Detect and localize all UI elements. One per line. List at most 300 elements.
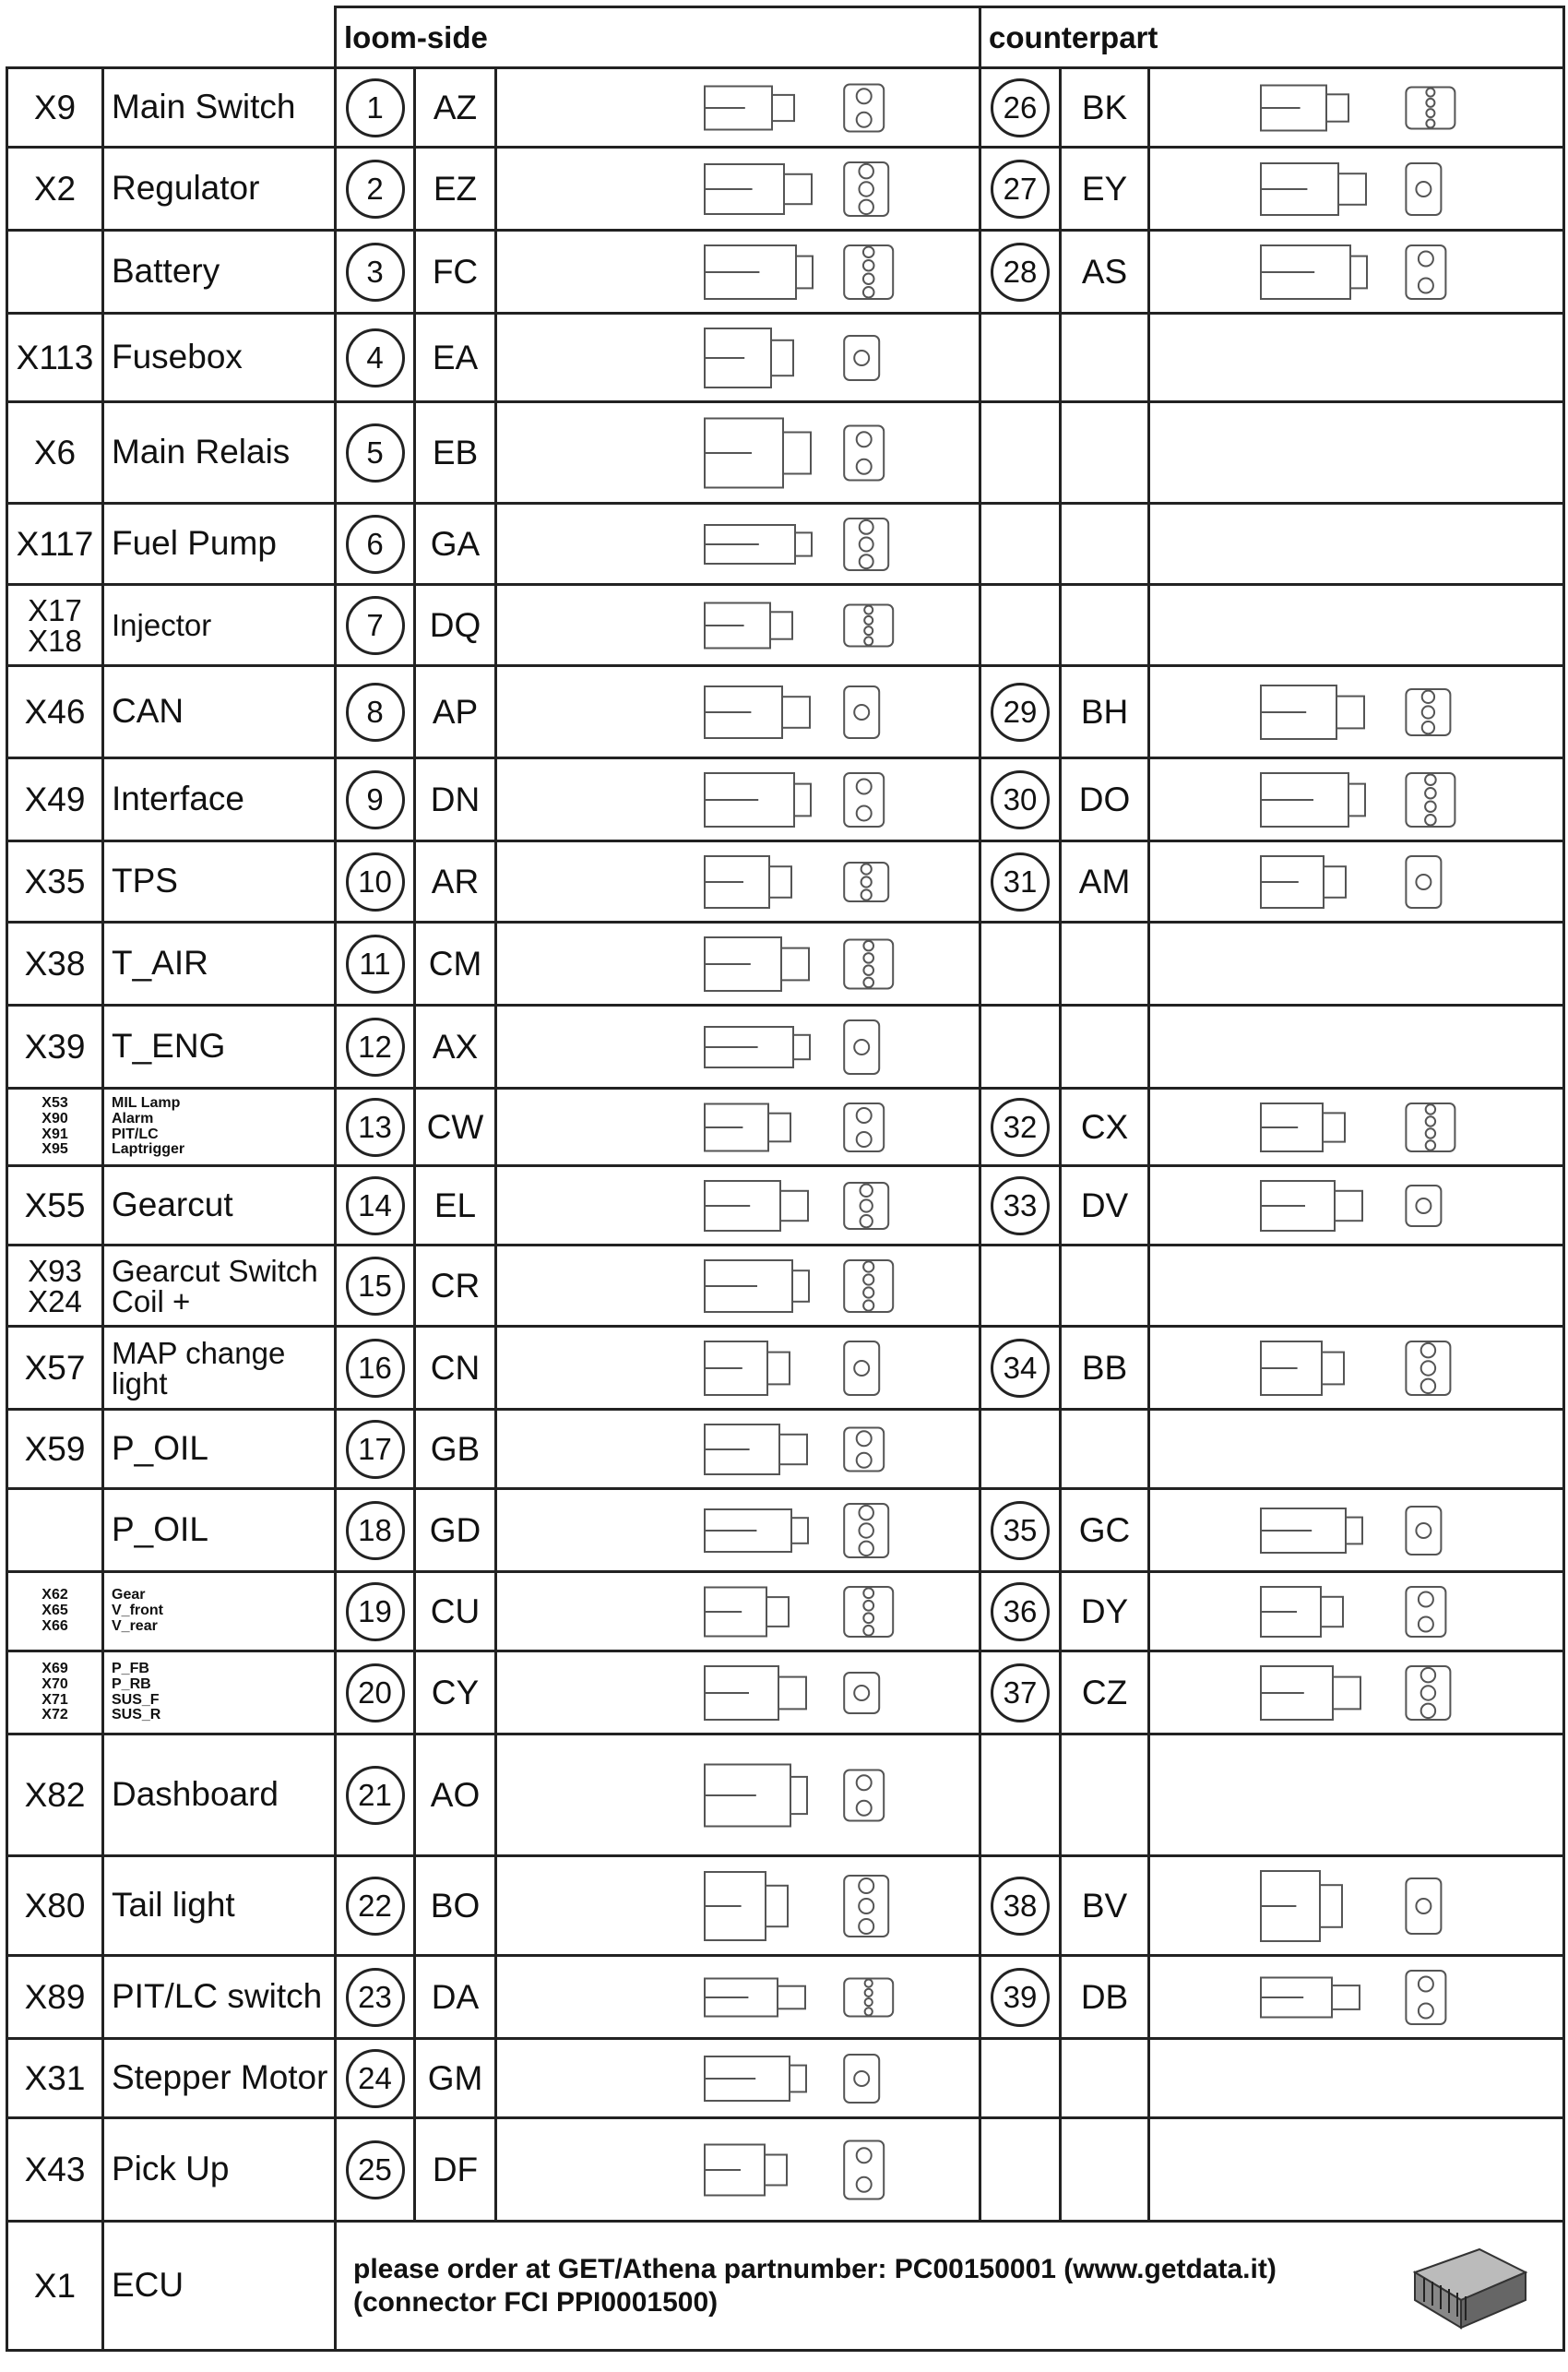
counterpart-connector-drawing	[1149, 841, 1564, 923]
harness-code: X57	[24, 1348, 86, 1387]
component-name: Gear	[112, 1587, 146, 1603]
harness-code: X18	[28, 623, 82, 658]
counterpart-connector-drawing	[1149, 1006, 1564, 1089]
loom-part-code: CM	[415, 923, 496, 1006]
loom-part-code: AO	[415, 1734, 496, 1856]
harness-code: X113	[16, 338, 94, 376]
loom-part-code: EA	[415, 314, 496, 402]
counterpart-part-code	[1061, 504, 1149, 585]
counterpart-number-cell	[980, 2039, 1061, 2118]
loom-connector-drawing	[496, 666, 980, 758]
counterpart-connector-drawing	[1149, 1734, 1564, 1856]
component-name-cell	[103, 1410, 336, 1489]
loom-connector-drawing	[496, 1410, 980, 1489]
component-name: Fusebox	[112, 338, 243, 376]
harness-code-cell	[7, 1246, 103, 1327]
counterpart-number-cell	[980, 585, 1061, 666]
connector-row	[7, 1006, 1564, 1089]
loom-connector-drawing	[496, 1327, 980, 1410]
loom-number: 12	[346, 1018, 405, 1077]
loom-number-cell	[336, 68, 415, 148]
counterpart-connector-drawing	[1149, 1166, 1564, 1246]
counterpart-part-code	[1061, 1734, 1149, 1856]
counterpart-number-cell	[980, 1327, 1061, 1410]
harness-code: X46	[24, 692, 86, 731]
component-name: Regulator	[112, 169, 260, 208]
loom-part-code: CR	[415, 1246, 496, 1327]
loom-number-cell	[336, 148, 415, 231]
component-name: T_ENG	[112, 1027, 226, 1066]
counterpart-connector-drawing	[1149, 1856, 1564, 1956]
counterpart-connector-drawing	[1149, 1956, 1564, 2039]
component-name: Tail light	[112, 1886, 235, 1925]
loom-number-cell	[336, 2039, 415, 2118]
loom-number: 22	[346, 1877, 405, 1936]
loom-connector-drawing	[496, 231, 980, 314]
loom-number: 20	[346, 1663, 405, 1722]
harness-code: X55	[24, 1186, 86, 1224]
harness-code-cell	[7, 1166, 103, 1246]
loom-part-code: EZ	[415, 148, 496, 231]
loom-number-cell	[336, 1089, 415, 1166]
counterpart-part-code	[1061, 585, 1149, 666]
counterpart-number: 32	[991, 1098, 1050, 1157]
harness-code-cell	[7, 1572, 103, 1651]
component-name: P_FB	[112, 1660, 149, 1676]
counterpart-number: 28	[991, 243, 1050, 302]
component-name: Injector	[112, 608, 212, 642]
counterpart-number-cell	[980, 68, 1061, 148]
counterpart-number: 29	[991, 683, 1050, 742]
counterpart-connector-drawing	[1149, 758, 1564, 841]
counterpart-number: 34	[991, 1339, 1050, 1398]
harness-code: X2	[33, 169, 77, 208]
counterpart-number-cell	[980, 1489, 1061, 1572]
component-name: PIT/LC	[112, 1126, 159, 1142]
loom-number: 4	[346, 328, 405, 387]
counterpart-number: 39	[991, 1968, 1050, 2027]
harness-code: X117	[16, 524, 94, 563]
counterpart-part-code	[1061, 1246, 1149, 1327]
counterpart-part-code: DO	[1061, 758, 1149, 841]
harness-code: X53	[42, 1094, 68, 1111]
connector-row	[7, 2118, 1564, 2222]
loom-part-code: DN	[415, 758, 496, 841]
counterpart-number: 37	[991, 1663, 1050, 1722]
counterpart-number-cell	[980, 1006, 1061, 1089]
counterpart-connector-drawing	[1149, 314, 1564, 402]
counterpart-connector-drawing	[1149, 1572, 1564, 1651]
loom-number: 16	[346, 1339, 405, 1398]
counterpart-number-cell	[980, 1410, 1061, 1489]
harness-code: X89	[24, 1977, 86, 2016]
component-name: CAN	[112, 692, 184, 731]
loom-connector-drawing	[496, 1651, 980, 1734]
connector-row	[7, 1651, 1564, 1734]
loom-connector-drawing	[496, 1246, 980, 1327]
component-name-cell	[103, 666, 336, 758]
component-name-cell	[103, 1856, 336, 1956]
counterpart-connector-drawing	[1149, 666, 1564, 758]
connector-row	[7, 758, 1564, 841]
component-name: Gearcut Switch	[112, 1253, 318, 1288]
ecu-code: X1	[7, 2222, 103, 2351]
ecu-order-note-cell	[336, 2222, 1564, 2351]
loom-number-cell	[336, 1856, 415, 1956]
harness-code-cell	[7, 1956, 103, 2039]
loom-connector-drawing	[496, 1734, 980, 1856]
loom-number: 15	[346, 1257, 405, 1316]
loom-part-code: AP	[415, 666, 496, 758]
harness-code: X71	[42, 1691, 68, 1708]
counterpart-part-code: AM	[1061, 841, 1149, 923]
harness-code-cell	[7, 841, 103, 923]
harness-code: X43	[24, 2150, 86, 2188]
loom-part-code: GA	[415, 504, 496, 585]
loom-connector-drawing	[496, 1856, 980, 1956]
harness-code-cell	[7, 1327, 103, 1410]
connector-row	[7, 402, 1564, 504]
connector-row	[7, 148, 1564, 231]
connector-row	[7, 666, 1564, 758]
component-name-cell	[103, 68, 336, 148]
loom-number-cell	[336, 1327, 415, 1410]
connector-row	[7, 231, 1564, 314]
counterpart-part-code: BB	[1061, 1327, 1149, 1410]
harness-code-cell	[7, 1410, 103, 1489]
ecu-order-note: please order at GET/Athena partnumber: PC00150001 (www.getdata.it)	[353, 2253, 1277, 2284]
counterpart-connector-drawing	[1149, 923, 1564, 1006]
loom-number-cell	[336, 1734, 415, 1856]
counterpart-connector-drawing	[1149, 1246, 1564, 1327]
harness-code-cell	[7, 923, 103, 1006]
counterpart-number-cell	[980, 1651, 1061, 1734]
loom-part-code: EL	[415, 1166, 496, 1246]
harness-code: X38	[24, 944, 86, 983]
loom-number-cell	[336, 504, 415, 585]
component-name-cell	[103, 1006, 336, 1089]
component-name: Main Switch	[112, 88, 296, 126]
counterpart-number: 26	[991, 78, 1050, 137]
component-name-cell	[103, 841, 336, 923]
component-name: Stepper Motor	[112, 2058, 328, 2097]
counterpart-number: 27	[991, 160, 1050, 219]
loom-part-code: CW	[415, 1089, 496, 1166]
loom-number-cell	[336, 1651, 415, 1734]
loom-part-code: EB	[415, 402, 496, 504]
counterpart-number: 36	[991, 1582, 1050, 1641]
counterpart-number-cell	[980, 231, 1061, 314]
connector-row	[7, 1327, 1564, 1410]
harness-code-cell	[7, 504, 103, 585]
harness-code-cell	[7, 1089, 103, 1166]
connector-row	[7, 504, 1564, 585]
component-name-cell	[103, 314, 336, 402]
component-name: Alarm	[112, 1110, 154, 1126]
loom-part-code: DF	[415, 2118, 496, 2222]
loom-connector-drawing	[496, 148, 980, 231]
loom-number: 8	[346, 683, 405, 742]
harness-code: X9	[33, 88, 77, 126]
loom-connector-drawing	[496, 314, 980, 402]
loom-connector-drawing	[496, 2039, 980, 2118]
component-name-cell	[103, 231, 336, 314]
connector-row	[7, 1856, 1564, 1956]
harness-code-cell	[7, 758, 103, 841]
ecu-name: ECU	[103, 2222, 336, 2351]
component-name: SUS_F	[112, 1691, 160, 1708]
component-name-cell	[103, 1327, 336, 1410]
loom-number: 7	[346, 596, 405, 655]
counterpart-header: counterpart	[980, 7, 1564, 68]
component-name: MIL Lamp	[112, 1094, 181, 1111]
loom-connector-drawing	[496, 1572, 980, 1651]
loom-connector-drawing	[496, 1166, 980, 1246]
harness-code: X17	[28, 592, 82, 627]
loom-number-cell	[336, 402, 415, 504]
loom-number-cell	[336, 923, 415, 1006]
counterpart-connector-drawing	[1149, 504, 1564, 585]
loom-number-cell	[336, 1246, 415, 1327]
connector-row	[7, 2039, 1564, 2118]
counterpart-part-code: CX	[1061, 1089, 1149, 1166]
component-name: P_OIL	[112, 1510, 208, 1549]
counterpart-part-code	[1061, 2039, 1149, 2118]
harness-code: X66	[42, 1617, 68, 1634]
connector-row	[7, 1489, 1564, 1572]
harness-code: X62	[42, 1587, 68, 1603]
loom-number: 18	[346, 1501, 405, 1560]
harness-code-cell	[7, 1489, 103, 1572]
loom-number: 10	[346, 852, 405, 912]
counterpart-connector-drawing	[1149, 2118, 1564, 2222]
counterpart-number: 38	[991, 1877, 1050, 1936]
loom-number-cell	[336, 231, 415, 314]
harness-code-cell	[7, 2039, 103, 2118]
connector-row	[7, 1166, 1564, 1246]
harness-code: X31	[24, 2058, 86, 2097]
loom-connector-drawing	[496, 1489, 980, 1572]
loom-number-cell	[336, 1572, 415, 1651]
loom-number: 23	[346, 1968, 405, 2027]
harness-code-cell	[7, 1734, 103, 1856]
loom-part-code: DQ	[415, 585, 496, 666]
loom-connector-drawing	[496, 68, 980, 148]
harness-code: X72	[42, 1707, 68, 1723]
component-name: MAP change	[112, 1335, 286, 1370]
counterpart-connector-drawing	[1149, 231, 1564, 314]
component-name-cell	[103, 585, 336, 666]
component-name: P_OIL	[112, 1429, 208, 1468]
component-name-cell	[103, 1089, 336, 1166]
loom-number-cell	[336, 758, 415, 841]
counterpart-part-code: DB	[1061, 1956, 1149, 2039]
counterpart-number-cell	[980, 2118, 1061, 2222]
loom-number-cell	[336, 841, 415, 923]
counterpart-number-cell	[980, 758, 1061, 841]
ecu-connector-note: (connector FCI PPI0001500)	[353, 2286, 719, 2318]
connector-row	[7, 1572, 1564, 1651]
loom-part-code: BO	[415, 1856, 496, 1956]
component-name-cell	[103, 402, 336, 504]
loom-part-code: CU	[415, 1572, 496, 1651]
loom-connector-drawing	[496, 585, 980, 666]
ecu-row	[7, 2222, 1564, 2351]
loom-number: 14	[346, 1176, 405, 1235]
component-name: Fuel Pump	[112, 524, 277, 563]
harness-code: X24	[28, 1283, 82, 1318]
counterpart-part-code	[1061, 402, 1149, 504]
counterpart-part-code: DY	[1061, 1572, 1149, 1651]
loom-number: 5	[346, 423, 405, 483]
counterpart-connector-drawing	[1149, 585, 1564, 666]
loom-connector-drawing	[496, 2118, 980, 2222]
connector-row	[7, 314, 1564, 402]
loom-connector-drawing	[496, 1006, 980, 1089]
counterpart-part-code: AS	[1061, 231, 1149, 314]
harness-code-cell	[7, 1006, 103, 1089]
connector-row	[7, 1089, 1564, 1166]
counterpart-number: 30	[991, 770, 1050, 829]
counterpart-number-cell	[980, 314, 1061, 402]
ecu-connector-icon	[1396, 2235, 1535, 2337]
loom-number-cell	[336, 1956, 415, 2039]
harness-code: X59	[24, 1429, 86, 1468]
harness-code-cell	[7, 402, 103, 504]
harness-code-cell	[7, 1856, 103, 1956]
connector-row	[7, 68, 1564, 148]
loom-number: 6	[346, 515, 405, 574]
loom-part-code: DA	[415, 1956, 496, 2039]
harness-code: X35	[24, 862, 86, 900]
loom-part-code: CY	[415, 1651, 496, 1734]
harness-code-cell	[7, 68, 103, 148]
counterpart-number: 35	[991, 1501, 1050, 1560]
loom-number-cell	[336, 1006, 415, 1089]
component-name: light	[112, 1365, 168, 1401]
loom-number: 11	[346, 935, 405, 994]
counterpart-part-code	[1061, 314, 1149, 402]
component-name-cell	[103, 1246, 336, 1327]
loom-number: 21	[346, 1766, 405, 1825]
loom-part-code: AX	[415, 1006, 496, 1089]
component-name-cell	[103, 1956, 336, 2039]
component-name-cell	[103, 1651, 336, 1734]
component-name-cell	[103, 1572, 336, 1651]
harness-code-cell	[7, 148, 103, 231]
loom-number-cell	[336, 1166, 415, 1246]
loom-part-code: FC	[415, 231, 496, 314]
component-name: V_front	[112, 1603, 163, 1619]
component-name: Dashboard	[112, 1775, 279, 1814]
loom-connector-drawing	[496, 841, 980, 923]
connector-row	[7, 1246, 1564, 1327]
component-name-cell	[103, 758, 336, 841]
counterpart-connector-drawing	[1149, 1410, 1564, 1489]
component-name: TPS	[112, 862, 178, 900]
component-name: Pick Up	[112, 2150, 230, 2188]
counterpart-part-code: GC	[1061, 1489, 1149, 1572]
loom-number-cell	[336, 1489, 415, 1572]
counterpart-connector-drawing	[1149, 402, 1564, 504]
component-name-cell	[103, 504, 336, 585]
harness-code: X39	[24, 1027, 86, 1066]
component-name: Main Relais	[112, 433, 291, 471]
counterpart-part-code	[1061, 2118, 1149, 2222]
counterpart-connector-drawing	[1149, 2039, 1564, 2118]
loom-number-cell	[336, 585, 415, 666]
component-name: Interface	[112, 780, 244, 818]
component-name: Battery	[112, 252, 220, 291]
loom-number: 17	[346, 1420, 405, 1479]
counterpart-part-code	[1061, 1006, 1149, 1089]
harness-code: X91	[42, 1126, 68, 1142]
component-name-cell	[103, 1166, 336, 1246]
component-name-cell	[103, 148, 336, 231]
loom-side-header: loom-side	[336, 7, 980, 68]
harness-code-cell	[7, 1651, 103, 1734]
loom-number: 3	[346, 243, 405, 302]
loom-number: 19	[346, 1582, 405, 1641]
connector-row	[7, 923, 1564, 1006]
component-name: Gearcut	[112, 1186, 233, 1224]
component-name-cell	[103, 1489, 336, 1572]
loom-connector-drawing	[496, 1089, 980, 1166]
counterpart-part-code: BK	[1061, 68, 1149, 148]
component-name-cell	[103, 1734, 336, 1856]
counterpart-number-cell	[980, 148, 1061, 231]
counterpart-part-code: EY	[1061, 148, 1149, 231]
harness-code-cell	[7, 2118, 103, 2222]
loom-part-code: GB	[415, 1410, 496, 1489]
loom-part-code: AZ	[415, 68, 496, 148]
counterpart-part-code: CZ	[1061, 1651, 1149, 1734]
connector-row	[7, 1734, 1564, 1856]
counterpart-number-cell	[980, 923, 1061, 1006]
header-spacer	[7, 7, 103, 68]
loom-connector-drawing	[496, 923, 980, 1006]
connector-table	[6, 6, 1565, 2352]
counterpart-number: 33	[991, 1176, 1050, 1235]
counterpart-connector-drawing	[1149, 68, 1564, 148]
loom-connector-drawing	[496, 1956, 980, 2039]
counterpart-number-cell	[980, 1089, 1061, 1166]
counterpart-number-cell	[980, 666, 1061, 758]
counterpart-part-code	[1061, 923, 1149, 1006]
harness-code-cell	[7, 231, 103, 314]
counterpart-number-cell	[980, 841, 1061, 923]
harness-code-cell	[7, 666, 103, 758]
loom-number: 13	[346, 1098, 405, 1157]
component-name: T_AIR	[112, 944, 208, 983]
loom-number-cell	[336, 666, 415, 758]
loom-part-code: CN	[415, 1327, 496, 1410]
loom-connector-drawing	[496, 758, 980, 841]
loom-number-cell	[336, 2118, 415, 2222]
loom-number-cell	[336, 1410, 415, 1489]
loom-part-code: GM	[415, 2039, 496, 2118]
counterpart-number-cell	[980, 1956, 1061, 2039]
harness-code: X65	[42, 1603, 68, 1619]
component-name-cell	[103, 2039, 336, 2118]
loom-part-code: GD	[415, 1489, 496, 1572]
counterpart-part-code	[1061, 1410, 1149, 1489]
counterpart-number-cell	[980, 1246, 1061, 1327]
harness-code-cell	[7, 314, 103, 402]
component-name: PIT/LC switch	[112, 1977, 323, 2016]
connector-row	[7, 1410, 1564, 1489]
counterpart-part-code: BH	[1061, 666, 1149, 758]
